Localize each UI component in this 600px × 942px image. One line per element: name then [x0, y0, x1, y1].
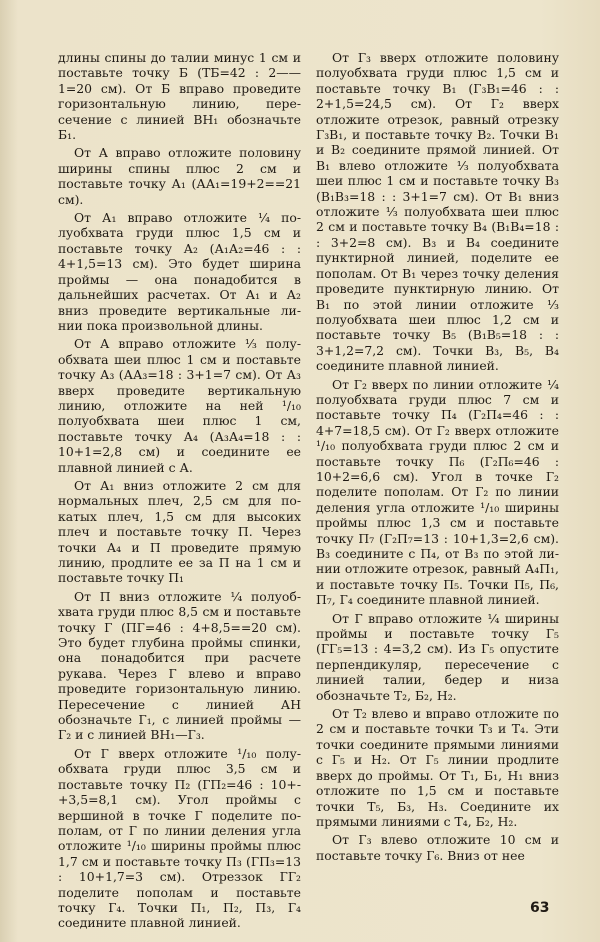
paragraph: От Г₃ влево отложите 10 см и поставьте точку Г₆. Вниз от нее: [316, 832, 559, 863]
paragraph: От Г₂ вверх по линии отложите ¼ полуобхвата груди плюс 7 см и поставьте точку П₄ (Г₂П₄=46 : : 4+7=18,5 см). От Г₂ вверх отложите ¹/₁₀ полуобхвата груди плюс 2 см и поставьте точку П₆ (Г₂П₆=46 : 10+2=6,6 см). Угол в точке Г₂ поделите пополам. От Г₂ по линии деления угла отложите ¹/₁₀ ширины проймы плюс 1,3 см и поставьте точку П₇ (Г₂П₇=13 : 10+1,3=2,6 см). В₃ соедините с П₄, от В₃ по этой линии отложите отрезок, равный А₄П₁, и поставьте точку П₅. Точки П₅, П₆, П₇, Г₄ соедините плавной линией.: [316, 376, 559, 608]
right-column: [316, 50, 559, 866]
paragraph: От Т₂ влево и вправо отложите по 2 см и поставьте точки Т₃ и Т₄. Эти точки соедините прямыми линиями с Г₅ и Н₂. От Г₅ линии продлите вверх до проймы. От Т₁, Б₁, Н₁ вниз отложите по 1,5 см и поставьте точки Т₅, Б₃, Н₃. Соедините их прямыми линиями с Т₄, Б₂, Н₂.: [316, 706, 559, 829]
paragraph: От Г₃ вверх отложите половину полуобхвата груди плюс 1,5 см и поставьте точку В₁ (Г₃В₁=46 : : 2+1,5=24,5 см). От Г₂ вверх отложите отрезок, равный отрезку Г₃В₁, и поставьте точку В₂. Точки В₁ и В₂ соедините прямой линией. От В₁ влево отложите ⅓ полуобхвата шеи плюс 1 см и поставьте точку В₃ (В₁В₃=18 : : 3+1=7 см). От В₁ вниз отложите ⅓ полуобхвата шеи плюс 2 см и поставьте точку В₄ (В₁В₄=18 : : 3+2=8 см). В₃ и В₄ соедините пунктирной линией, поделите ее пополам. От В₁ через точку деления проведите пунктирную линию. От В₁ по этой линии отложите ⅓ полуобхвата шеи плюс 1,2 см и поставьте точку В₅ (В₁В₅=18 : : 3+1,2=7,2 см). Точки В₃, В₅, В₄ соедините плавной линией.: [316, 50, 559, 374]
paragraph: От Г вправо отложите ¼ ширины проймы и поставьте точку Г₅ (ГГ₅=13 : 4=3,2 см). Из Г₅ опустите перпендикуляр, пересечение с линией талии, бедер и низа обозначьте Т₂, Б₂, Н₂.: [316, 610, 559, 703]
paragraph: От Г вверх отложите ¹/₁₀ полуобхвата груди плюс 3,5 см и поставьте точку П₂ (ГП₂=46 : 10++3,5=8,1 см). Угол проймы с вершиной в точке Г поделите пополам, от Г по линии деления угла отложите ¹/₁₀ ширины проймы плюс 1,7 см и поставьте точку П₃ (ГП₃=13 : 10+1,7=3 см). Отреззок ГГ₂ поделите пополам и поставьте точку Г₄. Точки П₁, П₂, П₃, Г₄ соедините плавной линией.: [58, 745, 301, 931]
paragraph: длины спины до талии минус 1 см и поставьте точку Б (ТБ=42 : 2——1=20 см). От Б вправо проведите горизонтальную линию, пересечение с линией ВН₁ обозначьте Б₁.: [58, 50, 301, 143]
paragraph: От А вправо отложите половину ширины спины плюс 2 см и поставьте точку А₁ (АА₁=19+2==21 см).: [58, 145, 301, 207]
page-number: 63: [530, 900, 550, 916]
paragraph: От А₁ вниз отложите 2 см для нормальных плеч, 2,5 см для покатых плеч, 1,5 см для высоких плеч и поставьте точку П. Через точки А₄ и П проведите прямую линию, продлите ее за П на 1 см и поставьте точку П₁: [58, 477, 301, 586]
left-column: [58, 50, 301, 934]
paragraph: От П вниз отложите ¼ полуобхвата груди плюс 8,5 см и поставьте точку Г (ПГ=46 : 4+8,5==20 см). Это будет глубина проймы спинки, она понадобится при расчете рукава. Через Г влево и вправо проведите горизонтальную линию. Пересечение с линией АН обозначьте Г₁, с линией проймы — Г₂ и с линией ВН₁—Г₃.: [58, 588, 301, 743]
paragraph: От А₁ вправо отложите ¼ полуобхвата груди плюс 1,5 см и поставьте точку А₂ (А₁А₂=46 : : 4+1,5=13 см). Это будет ширина проймы — она понадобится в дальнейших расчетах. От А₁ и А₂ вниз проведите вертикальные линии пока произвольной длины.: [58, 210, 301, 333]
paragraph: От А вправо отложите ⅓ полуобхвата шеи плюс 1 см и поставьте точку А₃ (АА₃=18 : 3+1=7 см). От А₃ вверх проведите вертикальную линию, отложите на ней ¹/₁₀ полуобхвата шеи плюс 1 см, поставьте точку А₄ (А₃А₄=18 : : 10+1=2,8 см) и соедините ее плавной линией с А.: [58, 336, 301, 475]
